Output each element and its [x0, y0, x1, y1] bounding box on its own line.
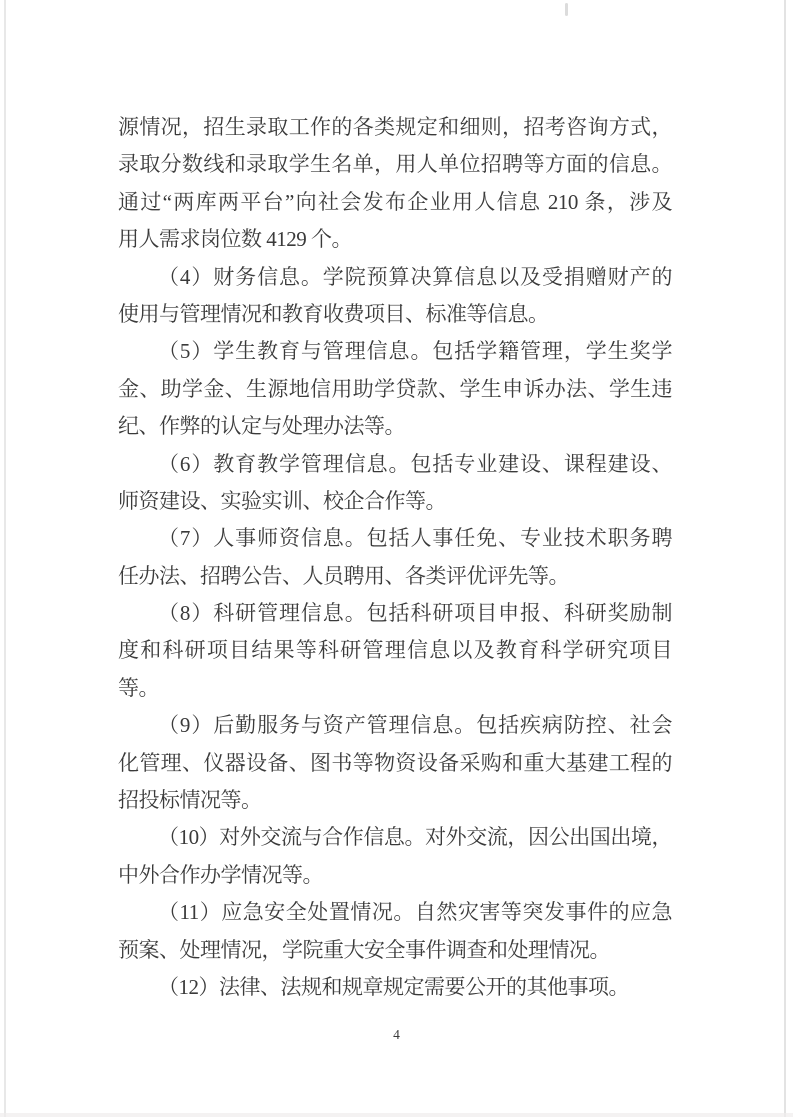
text-line: 源情况，招生录取工作的各类规定和细则，招考咨询方式，: [118, 115, 672, 139]
scan-edge-right-line: [784, 0, 786, 1117]
text-line: 用人需求岗位数 4129 个。: [118, 227, 352, 252]
page-number: 4: [393, 1027, 400, 1042]
text-line: （7）人事师资信息。包括人事任免、专业技术职务聘: [158, 526, 672, 551]
text-line: 招投标情况等。: [118, 788, 262, 813]
text-line: 金、助学金、生源地信用助学贷款、学生申诉办法、学生违: [118, 376, 672, 401]
text-line: 中外合作办学情况等。: [118, 862, 323, 887]
text-line: 度和科研项目结果等科研管理信息以及教育科学研究项目: [118, 638, 672, 663]
text-line: （4）财务信息。学院预算决算信息以及受捐赠财产的: [158, 264, 672, 289]
text-line: 预案、处理情况，学院重大安全事件调查和处理情况。: [118, 937, 610, 962]
text-line: （6）教育教学管理信息。包括专业建设、课程建设、: [158, 451, 672, 476]
document-text-block: [118, 109, 672, 1006]
page-footer: [0, 1024, 793, 1046]
scan-bottom-shadow: [0, 1113, 793, 1117]
text-line: （5）学生教育与管理信息。包括学籍管理，学生奖学: [158, 339, 672, 364]
text-line: 纪、作弊的认定与处理办法等。: [118, 414, 405, 439]
text-line: 任办法、招聘公告、人员聘用、各类评优评先等。: [118, 563, 569, 588]
text-line: （11）应急安全处置情况。自然灾害等突发事件的应急: [158, 900, 672, 925]
scan-edge-left-line: [4, 0, 6, 1117]
text-line: 通过“两库两平台”向社会发布企业用人信息 210 条，涉及: [118, 189, 672, 214]
text-line: 等。: [118, 675, 159, 700]
text-line: 化管理、仪器设备、图书等物资设备采购和重大基建工程的: [118, 750, 672, 775]
text-line: 师资建设、实验实训、校企合作等。: [118, 488, 446, 513]
text-line: （12）法律、法规和规章规定需要公开的其他事项。: [158, 974, 629, 999]
scan-top-smudge: [565, 3, 568, 16]
text-line: 使用与管理情况和教育收费项目、标准等信息。: [118, 301, 549, 326]
text-line: （8）科研管理信息。包括科研项目申报、科研奖励制: [158, 601, 672, 626]
text-line: （10）对外交流与合作信息。对外交流，因公出国出境，: [158, 825, 672, 850]
text-line: （9）后勤服务与资产管理信息。包括疾病防控、社会: [158, 713, 672, 738]
text-line: 录取分数线和录取学生名单，用人单位招聘等方面的信息。: [118, 152, 672, 177]
